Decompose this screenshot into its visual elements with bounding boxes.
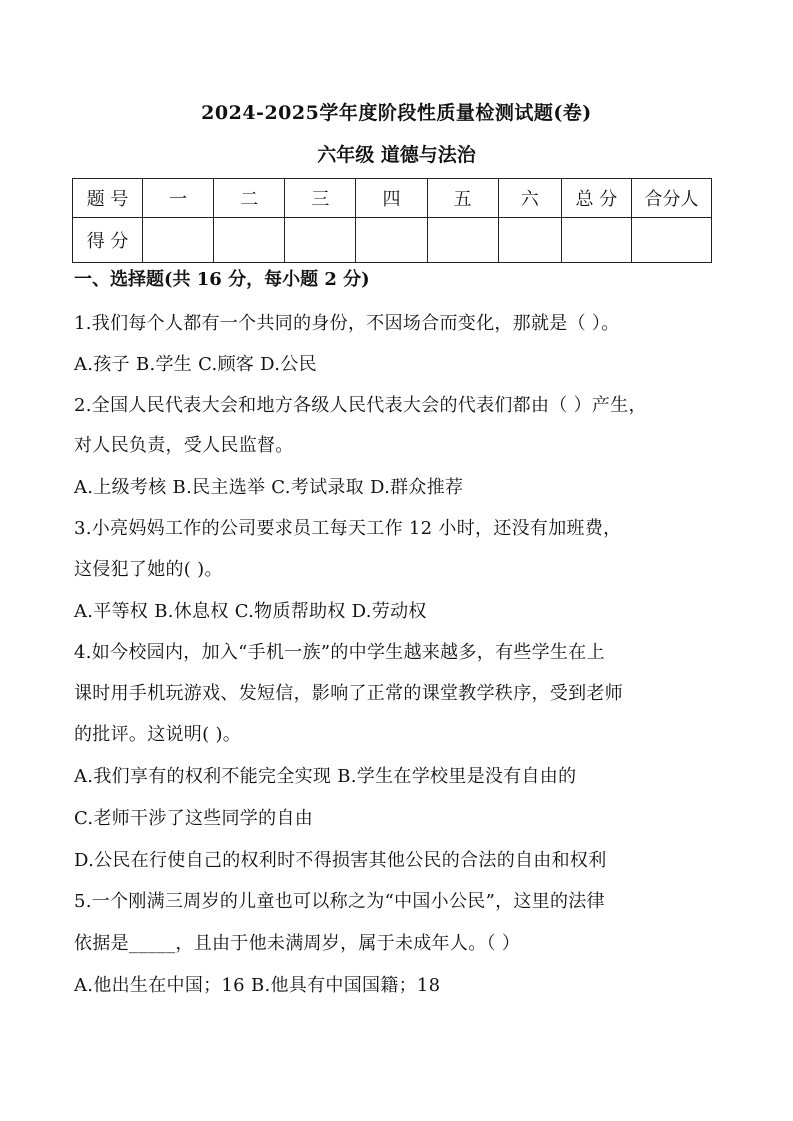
score-cell [214, 218, 285, 263]
question-text: 依据是_____，且由于他未满周岁，属于未成年人。（ ） [74, 933, 521, 954]
score-cell [631, 218, 711, 263]
table-cell: 二 [214, 179, 285, 218]
question-text: 的批评。这说明( )。 [74, 724, 242, 745]
option-text: C.老师干涉了这些同学的自由 [74, 808, 314, 829]
exam-subtitle: 六年级 道德与法治 [317, 144, 476, 166]
option-text: A.上级考核 B.民主选举 C.考试录取 D.群众推荐 [74, 477, 464, 498]
question-text: 对人民负责，受人民监督。 [74, 435, 294, 456]
table-cell: 得 分 [73, 218, 143, 263]
score-cell [427, 218, 498, 263]
exam-title: 2024-2025学年度阶段性质量检测试题(卷) [201, 102, 592, 124]
table-cell: 四 [356, 179, 427, 218]
score-table [72, 178, 712, 263]
table-cell: 一 [143, 179, 214, 218]
question-text: 课时用手机玩游戏、发短信，影响了正常的课堂教学秩序，受到老师 [74, 683, 623, 704]
score-table-score-row [73, 218, 712, 263]
score-cell [285, 218, 356, 263]
score-cell [356, 218, 427, 263]
question-text: 3.小亮妈妈工作的公司要求员工每天工作 12 小时，还没有加班费， [74, 518, 622, 539]
table-cell: 题 号 [73, 179, 143, 218]
table-cell: 六 [498, 179, 561, 218]
question-text: 5.一个刚满三周岁的儿童也可以称之为“中国小公民”，这里的法律 [74, 891, 605, 912]
table-cell: 五 [427, 179, 498, 218]
score-cell [143, 218, 214, 263]
option-text: D.公民在行使自己的权利时不得损害其他公民的合法的自由和权利 [74, 850, 607, 871]
table-cell: 三 [285, 179, 356, 218]
question-text: 2.全国人民代表大会和地方各级人民代表大会的代表们都由（ ）产生， [74, 395, 647, 416]
score-cell [498, 218, 561, 263]
table-cell: 合分人 [631, 179, 711, 218]
score-cell [561, 218, 631, 263]
section-heading: 一、选择题(共 16 分，每小题 2 分) [74, 269, 370, 290]
question-text: 4.如今校园内，加入“手机一族”的中学生越来越多，有些学生在上 [74, 642, 605, 663]
option-text: A.平等权 B.休息权 C.物质帮助权 D.劳动权 [74, 601, 427, 622]
option-text: A.孩子 B.学生 C.顾客 D.公民 [74, 354, 317, 375]
table-cell: 总 分 [561, 179, 631, 218]
question-text: 1.我们每个人都有一个共同的身份，不因场合而变化，那就是（ ）。 [74, 313, 620, 334]
score-table-header-row [73, 179, 712, 218]
question-text: 这侵犯了她的( )。 [74, 559, 223, 580]
option-text: A.他出生在中国；16 B.他具有中国国籍；18 [74, 975, 441, 996]
option-text: A.我们享有的权利不能完全实现 B.学生在学校里是没有自由的 [74, 766, 577, 787]
